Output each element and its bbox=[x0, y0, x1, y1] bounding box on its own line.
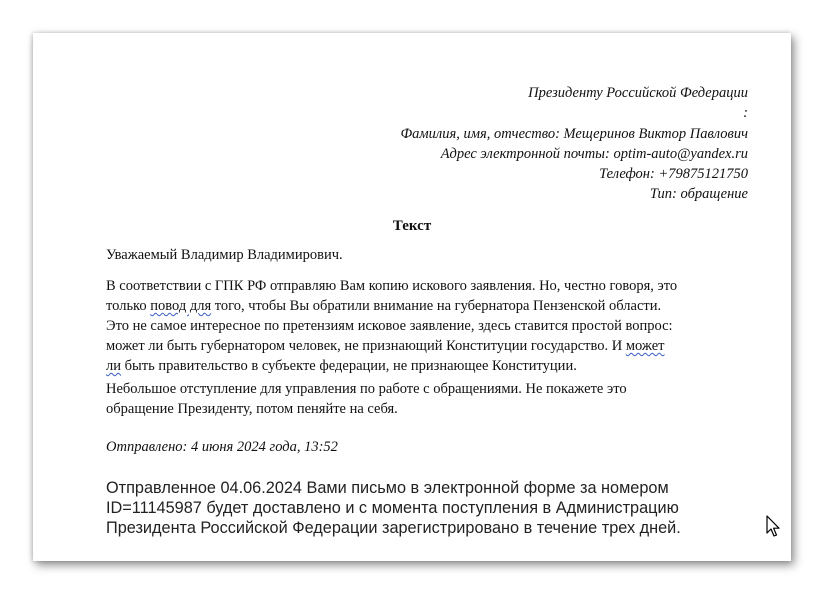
spellcheck-mark: повод для bbox=[150, 298, 212, 314]
greeting: Уважаемый Владимир Владимирович. bbox=[106, 247, 343, 263]
sent-timestamp: Отправлено: 4 июня 2024 года, 13:52 bbox=[106, 439, 338, 455]
paragraph-line: Небольшое отступление для управления по работе с обращениями. Не покажете это bbox=[106, 381, 627, 397]
paragraph-main bbox=[106, 276, 756, 376]
document-page bbox=[33, 33, 791, 561]
spellcheck-mark: ли bbox=[106, 358, 121, 374]
paragraph-line bbox=[106, 356, 756, 376]
paragraph-line: В соответствии с ГПК РФ отправляю Вам копию искового заявления. Но, честно говоря, это bbox=[106, 278, 678, 294]
text-fragment: быть правительство в субъекте федерации, не признающее Конституции. bbox=[121, 358, 577, 374]
notice-line: ID=11145987 будет доставлено и с момента поступления в Администрацию bbox=[106, 499, 679, 517]
text-fragment: того, чтобы Вы обратили внимание на губернатора Пензенской области. bbox=[211, 298, 662, 314]
spellcheck-mark: может bbox=[625, 338, 665, 354]
addressee-colon: : bbox=[743, 105, 748, 122]
paragraph-line: обращение Президенту, потом пеняйте на себя. bbox=[106, 401, 398, 417]
mouse-pointer-icon bbox=[766, 515, 782, 539]
text-fragment: только bbox=[106, 298, 151, 314]
sender-phone: Телефон: +79875121750 bbox=[599, 166, 748, 183]
sender-name: Фамилия, имя, отчество: Мещеринов Виктор Павлович bbox=[400, 125, 748, 142]
appeal-type: Тип: обращение bbox=[649, 186, 748, 203]
addressee-line: Президенту Российской Федерации bbox=[528, 85, 748, 101]
paragraph-line: Это не самое интересное по претензиям исковое заявление, здесь ставится простой вопрос: bbox=[106, 318, 673, 334]
text-fragment: может ли быть губернатором человек, не признающий Конституции государство. И bbox=[106, 338, 626, 354]
document-title: Текст bbox=[392, 218, 432, 234]
paragraph-line bbox=[106, 296, 756, 316]
notice-line: Отправленное 04.06.2024 Вами письмо в электронной форме за номером bbox=[106, 479, 669, 497]
paragraph-aside bbox=[106, 379, 756, 419]
paragraph-line bbox=[106, 336, 756, 356]
sender-email: Адрес электронной почты: optim-auto@yandex.ru bbox=[440, 145, 748, 162]
delivery-notice bbox=[106, 478, 766, 538]
notice-line: Президента Российской Федерации зарегистрировано в течение трех дней. bbox=[106, 519, 681, 537]
addressee-block bbox=[400, 83, 748, 205]
